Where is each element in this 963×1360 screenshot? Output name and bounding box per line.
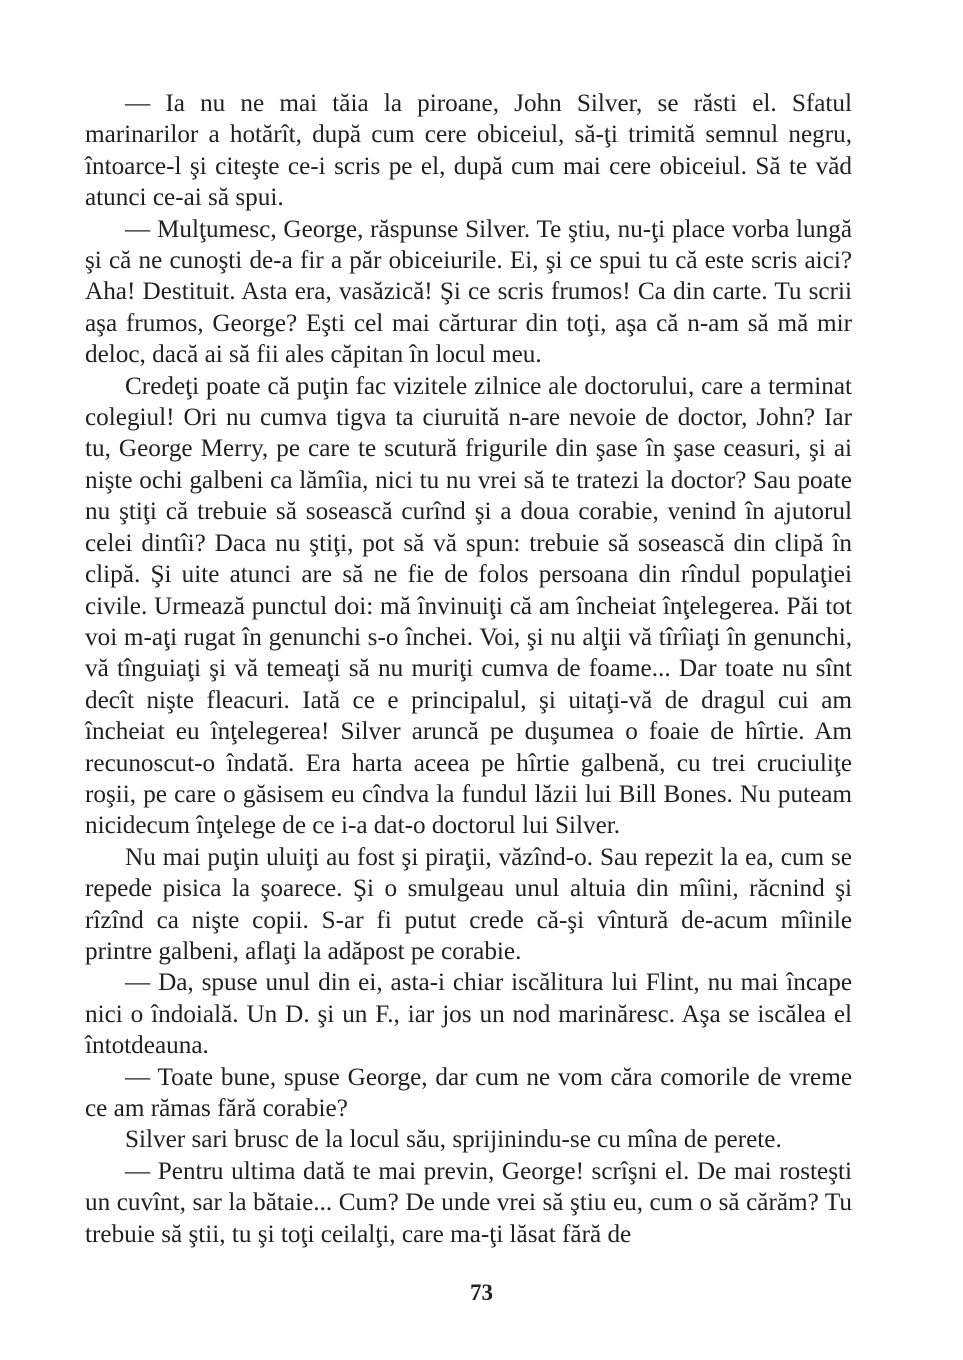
paragraph: Credeţi poate că puţin fac vizitele zilnice ale doctorului, care a terminat colegiul! Ori nu cumva tigva ta ciuruită n-are nevoie de doctor, John? Iar tu, George Merry, pe care te scutură frigurile din şase în şase ceasuri, şi ai nişte ochi galbeni ca lămîia, nici tu nu vrei să te tratezi la doctor? Sau poate nu ştiţi că trebuie să sosească curînd şi a doua corabie, venind în ajutorul celei dintîi? Daca nu ştiţi, pot să vă spun: trebuie să sosească din clipă în clipă. Şi uite atunci are să ne fie de folos persoana din rîndul populaţiei civile. Urmează punctul doi: mă învinuiţi că am încheiat înţelegerea. Păi tot voi m-aţi rugat în genunchi s-o închei. Voi, şi nu alţii vă tîrîiaţi în genunchi, vă tînguiaţi şi vă temeaţi să nu muriţi cumva de foame... Dar toate nu sînt decît nişte fleacuri. Iată ce e principalul, şi uitaţi-vă de dragul cui am încheiat eu înţelegerea! Silver aruncă pe duşumea o foaie de hîrtie. Am recunoscut-o îndată. Era harta aceea pe hîrtie galbenă, cu trei cruciuliţe roşii, pe care o găsisem eu cîndva la fundul lăzii lui Bill Bones. Nu puteam nicidecum înţelege de ce i-a dat-o doctorul lui Silver. <box>85 372 852 840</box>
paragraph: — Ia nu ne mai tăia la piroane, John Silver, se răsti el. Sfatul marinarilor a hotărît, după cum cere obiceiul, să-ţi trimită semnul negru, întoarce-l şi citeşte ce-i scris pe el, după cum mai cere obiceiul. Să te văd atunci ce-ai să spui. <box>85 90 852 212</box>
page-body <box>85 88 852 1250</box>
paragraph: — Toate bune, spuse George, dar cum ne vom căra comorile de vreme ce am rămas fără corabie? <box>85 1063 852 1122</box>
paragraph: — Da, spuse unul din ei, asta-i chiar iscălitura lui Flint, nu mai încape nici o îndoială. Un D. şi un F., iar jos un nod marinăresc. Aşa se iscălea el întotdeauna. <box>85 969 852 1060</box>
paragraph: — Mulţumesc, George, răspunse Silver. Te ştiu, nu-ţi place vorba lungă şi că ne cunoşti de-a fir a păr obiceiurile. Ei, şi ce spui tu că este scris aici? Aha! Destituit. Asta era, vasăzică! Şi ce scris frumos! Ca din carte. Tu scrii aşa frumos, George? Eşti cel mai cărturar din toţi, aşa că n-am să mă mir deloc, dacă ai să fii ales căpitan în locul meu. <box>85 215 852 369</box>
page-number: 73 <box>470 1280 493 1305</box>
paragraph: Nu mai puţin uluiţi au fost şi piraţii, văzînd-o. Sau repezit la ea, cum se repede pisica la şoarece. Şi o smulgeau unul altuia din mîini, răcnind şi rîzînd ca nişte copii. S-ar fi putut crede că-şi vîntură de-acum mîinile printre galbeni, aflaţi la adăpost pe corabie. <box>85 843 852 965</box>
paragraph: — Pentru ultima dată te mai previn, George! scrîşni el. De mai rosteşti un cuvînt, sar la bătaie... Cum? De unde vrei să ştiu eu, cum o să cărăm? Tu trebuie să ştii, tu şi toţi ceilalţi, care ma-ţi lăsat fără de <box>85 1157 852 1248</box>
paragraph: Silver sari brusc de la locul său, sprijinindu-se cu mîna de perete. <box>125 1126 782 1154</box>
